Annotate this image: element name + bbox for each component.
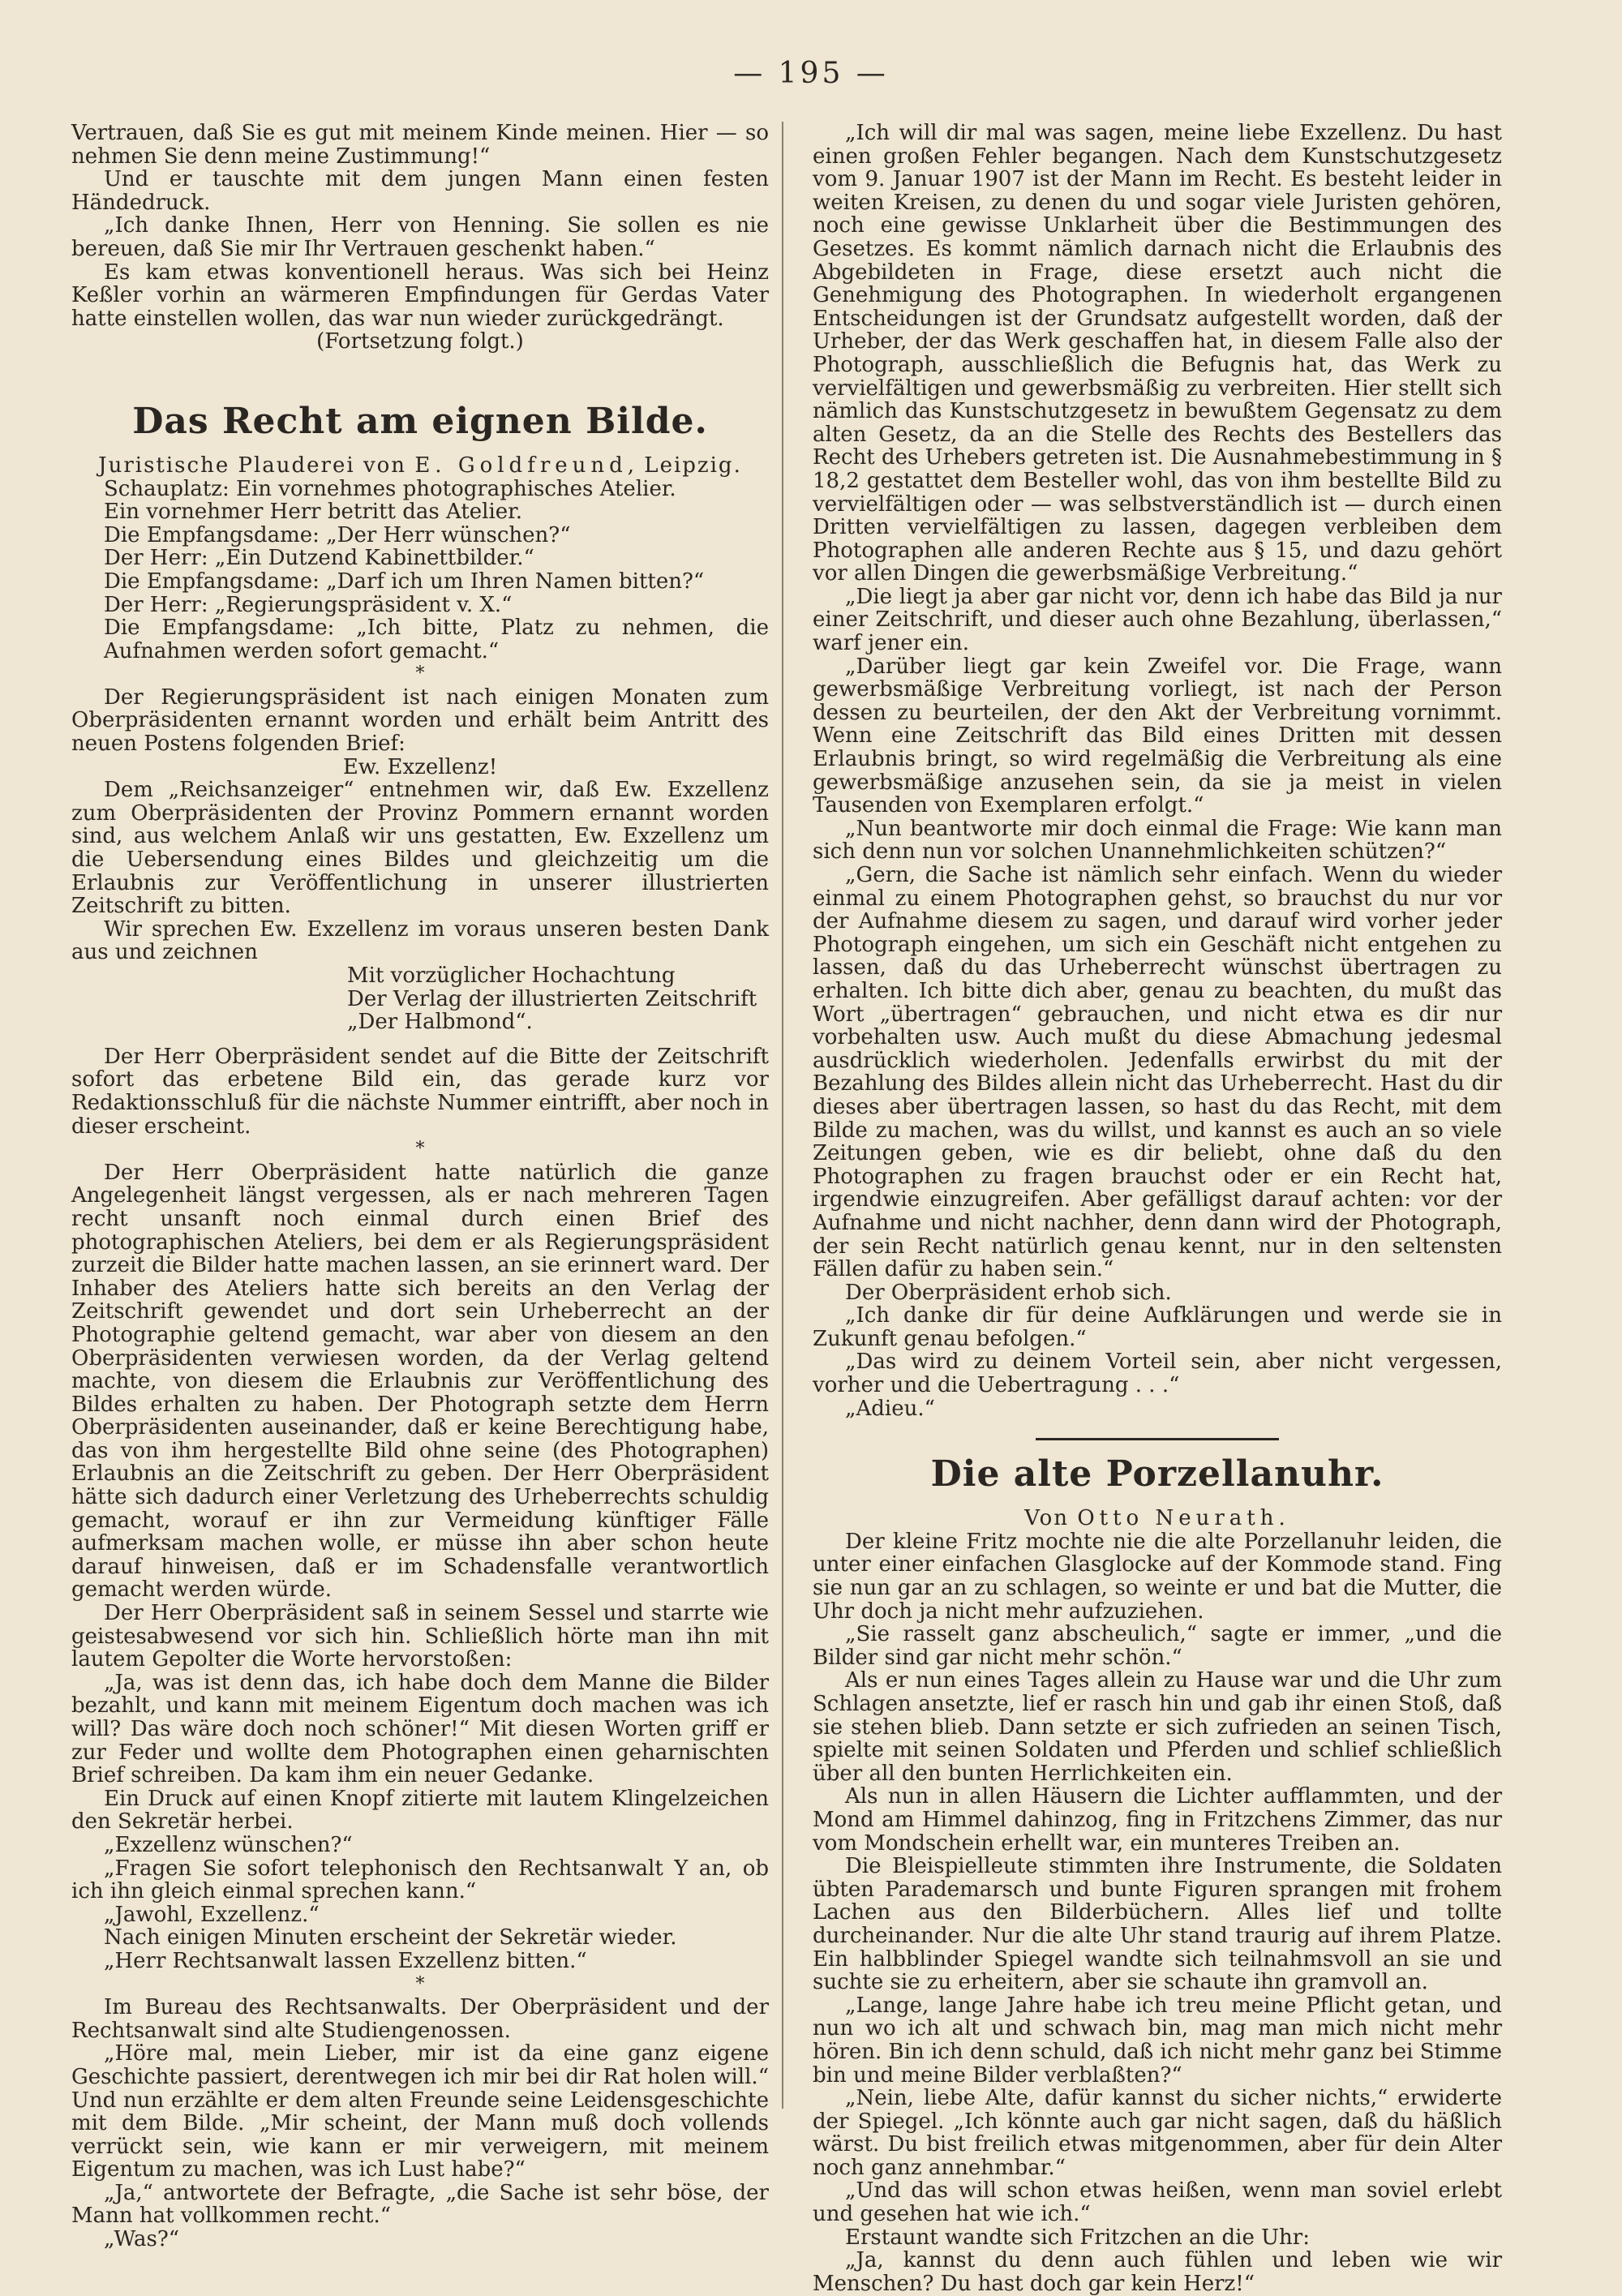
article-paragraph: „Nun beantworte mir doch einmal die Frage: Wie kann man sich denn nun vor solchen Unannehmlichkeiten schützen?“ [813, 816, 1502, 865]
article-paragraph: Der Herr Oberpräsident saß in seinem Sessel und starrte wie geistesabwesend vor sich hin. Schließlich hörte man ihn mit lautem Gepolter die Worte hervorstoßen: [71, 1601, 769, 1672]
article-paragraph: „Ja,“ antwortete der Befragte, „die Sache ist sehr böse, der Mann hat vollkommen recht.“ [71, 2180, 769, 2229]
article-paragraph: „Gern, die Sache ist nämlich sehr einfach. Wenn du wieder einmal zu einem Photographen gehst, so brauchst du nur vor der Aufnahme diesem zu sagen, und darauf wird vorher jeder Photograph eingehen, um sich ein Geschäft nicht entgehen zu lassen, daß du das Urheberrecht wünschst übertragen zu erhalten. Ich bitte dich aber, genau zu beachten, du mußt das Wort „übertragen“ gebrauchen, und nicht etwa es dir nur vorbehalten usw. Auch mußt du diese Abmachung jedesmal ausdrücklich wiederholen. Jedenfalls erwirbst du mit der Bezahlung des Bildes allein nicht das Urheberrecht. Hast du dir dieses aber übertragen lassen, so hast du das Recht, mit dem Bilde zu machen, was du willst, und kannst es auch an so viele Zeitungen geben, wie es dir beliebt, ohne daß du den Photographen zu fragen brauchst oder er ein Recht hat, irgendwie einzugreifen. Aber gefälligst darauf achten: vor der Aufnahme und nicht nachher, denn dann wird der Photograph, der sein Recht natürlich genau kennt, nur in den seltensten Fällen dafür zu haben sein.“ [813, 863, 1502, 1282]
story-continuation-paragraph: Und er tauschte mit dem jungen Mann einen festen Händedruck. [71, 167, 769, 215]
letter-paragraph: Wir sprechen Ew. Exzellenz im voraus unseren besten Dank aus und zeichnen [71, 916, 769, 965]
article-paragraph: „Was?“ [104, 2227, 180, 2252]
article-paragraph: „Das wird zu deinem Vorteil sein, aber nicht vergessen, vorher und die Uebertragung . . .“ [813, 1350, 1502, 1398]
article-paragraph: „Höre mal, mein Lieber, mir ist da eine ganz eigene Geschichte passiert, derentwegen ich mir bei dir Rat holen will.“ Und nun erzählte er dem alten Freunde seine Leidensgeschichte mit dem Bilde. „Mir scheint, der Mann muß doch vollends verrückt sein, wie kann er mir verweigern, mit meinem Eigentum zu machen, was ich Lust habe?“ [71, 2041, 769, 2182]
letter-closing: Der Verlag der illustrierten Zeitschrift [347, 986, 757, 1011]
scene-line: Der Herr: „Ein Dutzend Kabinettbilder.“ [104, 546, 534, 571]
byline-suffix: , Leipzig. [627, 453, 742, 478]
story-paragraph: Erstaunt wandte sich Fritzchen an die Uhr: [845, 2225, 1310, 2250]
right-column [813, 122, 1502, 2295]
scene-line: Schauplatz: Ein vornehmes photographisches Atelier. [104, 476, 676, 501]
story-paragraph: „Sie rasselt ganz abscheulich,“ sagte er immer, „und die Bilder sind gar nicht mehr schön.“ [813, 1622, 1502, 1670]
story-paragraph: „Und das will schon etwas heißen, wenn man soviel erlebt und gesehen hat wie ich.“ [813, 2178, 1502, 2227]
byline-prefix: Juristische Plauderei von [98, 453, 407, 478]
article-paragraph: Der Herr Oberpräsident sendet auf die Bitte der Zeitschrift sofort das erbetene Bild ein, das gerade kurz vor Redaktionsschluß für die nächste Nummer eintrifft, aber noch in dieser erscheint. [71, 1044, 769, 1139]
scene-line: Die Empfangsdame: „Ich bitte, Platz zu nehmen, die Aufnahmen werden sofort gemacht.“ [104, 616, 769, 663]
story-paragraph: Die Bleispielleute stimmten ihre Instrumente, die Soldaten übten Parademarsch und bunte Figuren sprangen mit frohem Lachen aus den Bilderbüchern. Alles lief und tollte durcheinander. Nur die alte Uhr stand traurig auf ihrem Platze. Ein halbblinder Spiegel wandte sich teilnahmsvoll an sie und suchte sie zu erheitern, aber sie schaute ihn gramvoll an. [813, 1854, 1502, 1995]
story-paragraph: „Nein, liebe Alte, dafür kannst du sicher nichts,“ erwiderte der Spiegel. „Ich könnte auch gar nicht sagen, daß du häßlich wärst. Du bist freilich etwas mitgenommen, aber für dein Alter noch ganz annehmbar.“ [813, 2086, 1502, 2180]
article-paragraph: „Ich will dir mal was sagen, meine liebe Exzellenz. Du hast einen großen Fehler begangen. Nach dem Kunstschutzgesetz vom 9. Januar 1907 ist der Mann im Recht. Es besteht leider in weiten Kreisen, zu denen du und sogar viele Juristen gehören, noch eine gewisse Unklarheit über die Bestimmungen des Gesetzes. Es kommt nämlich darnach nicht die Erlaubnis des Abgebildeten in Frage, diese ersetzt auch nicht die Genehmigung des Photographen. In wiederholt ergangenen Entscheidungen ist der Grundsatz aufgestellt worden, daß der Urheber, der das Werk geschaffen hat, in diesem Falle also der Photograph, ausschließlich die Befugnis hat, das Werk zu vervielfältigen und gewerbsmäßig zu verbreiten. Hier stellt sich nämlich das Kunstschutzgesetz in bewußtem Gegensatz zu dem alten Gesetz, da an die Stelle des Rechts des Bestellers das Recht des Urhebers getreten ist. Die Ausnahmebestimmung in § 18,2 gestattet dem Besteller wohl, das von ihm bestellte Bild zu vervielfältigen oder — was selbstverständlich ist — durch einen Dritten vervielfältigen zu lassen, dagegen verbleiben dem Photographen alle anderen Rechte aus § 15, und dazu gehört vor allen Dingen die gewerbsmäßige Verbreitung.“ [813, 121, 1502, 586]
article-paragraph: „Fragen Sie sofort telephonisch den Rechtsanwalt Y an, ob ich ihn gleich einmal sprechen kann.“ [71, 1856, 769, 1904]
story-paragraph: Als nun in allen Häusern die Lichter aufflammten, und der Mond am Himmel dahinzog, fing in Fritzchens Zimmer, das nur vom Mondschein erhellt war, ein munteres Treiben an. [813, 1784, 1502, 1856]
page-number: — 195 — [733, 57, 889, 90]
story-paragraph: Als er nun eines Tages allein zu Hause war und die Uhr zum Schlagen ansetzte, lief er rasch hin und gab ihr einen Stoß, daß sie stehen blieb. Dann setzte er sich zufrieden an seinen Tisch, spielte mit seinen Soldaten und Pferden und schlief schließlich über all den bunten Herrlichkeiten ein. [813, 1668, 1502, 1786]
article-paragraph: „Darüber liegt gar kein Zweifel vor. Die Frage, wann gewerbsmäßige Verbreitung vorliegt, ist nach der Person dessen zu beurteilen, der den Akt der Verbreitung vornimmt. Wenn eine Zeitschrift das Bild eines Dritten mit dessen Erlaubnis bringt, so wird regelmäßig die Verbreitung als eine gewerbsmäßige anzusehen sein, da sie ja meist in vielen Tausenden von Exemplaren erfolgt.“ [813, 654, 1502, 818]
story-continuation-paragraph: Es kam etwas konventionell heraus. Was sich bei Heinz Keßler vorhin an wärmeren Empfindungen für Gerdas Vater hatte einstellen wollen, das war nun wieder zurückgedrängt. [71, 260, 769, 331]
article-paragraph: Der Oberpräsident erhob sich. [845, 1280, 1172, 1305]
article-paragraph: „Ja, was ist denn das, ich habe doch dem Manne die Bilder bezahlt, und kann mit meinem Eigentum doch machen was ich will? Das wäre doch noch schöner!“ Mit diesen Worten griff er zur Feder und wollte dem Photographen einen geharnischten Brief schreiben. Da kam ihm ein neuer Gedanke. [71, 1670, 769, 1788]
scene-line: Die Empfangsdame: „Der Herr wünschen?“ [104, 522, 571, 547]
column-divider [782, 122, 783, 2109]
byline-author: Otto Neurath. [1077, 1506, 1290, 1531]
section-separator: * [415, 1139, 425, 1160]
letter-closing: Mit vorzüglicher Hochachtung [347, 963, 676, 988]
letter-salutation: Ew. Exzellenz! [342, 754, 498, 779]
article-paragraph: „Herr Rechtsanwalt lassen Exzellenz bitten.“ [104, 1948, 587, 1973]
left-column [71, 122, 769, 2251]
article-byline [813, 1507, 1502, 1530]
scene-line: Die Empfangsdame: „Darf ich um Ihren Namen bitten?“ [104, 569, 705, 594]
scene-line: Ein vornehmer Herr betritt das Atelier. [104, 500, 523, 525]
article-title: Das Recht am eignen Bilde. [132, 400, 708, 442]
section-separator: * [415, 1973, 425, 1994]
letter-paragraph: Dem „Reichsanzeiger“ entnehmen wir, daß Ew. Exzellenz zum Oberpräsidenten der Provinz Pommern ernannt worden sind, aus welchem Anlaß wir uns gestatten, Ew. Exzellenz um die Uebersendung eines Bildes und gleichzeitig um die Erlaubnis zur Veröffentlichung in unserer illustrierten Zeitschrift zu bitten. [71, 778, 769, 919]
byline-author: E. Goldfreund [414, 453, 628, 478]
article-paragraph: Der Herr Oberpräsident hatte natürlich die ganze Angelegenheit längst vergessen, als er nach mehreren Tagen recht unsanft noch einmal durch einen Brief des photographischen Ateliers, bei dem er als Regierungspräsident zurzeit die Bilder hatte machen lassen, an sie erinnert ward. Der Inhaber des Ateliers hatte sich bereits an den Verlag der Zeitschrift gewendet und dort sein Urheberrecht an der Photographie geltend gemacht, war aber von diesem an den Oberpräsidenten verwiesen worden, da der Verlag geltend machte, von diesem die Erlaubnis zur Veröffentlichung des Bildes erhalten zu haben. Der Photograph setzte dem Herrn Oberpräsidenten auseinander, daß er keine Berechtigung habe, das von ihm hergestellte Bild ohne seine (des Photographen) Erlaubnis an die Zeitschrift zu geben. Der Herr Oberpräsident hätte sich dadurch einer Verletzung des Urheberrechts schuldig gemacht, worauf er ihn zur Vermeidung künftiger Fälle aufmerksam machen wolle, er müsse ihn aber schon heute darauf hinweisen, daß er im Schadensfalle verantwortlich gemacht werden würde. [71, 1160, 769, 1603]
article-paragraph: „Adieu.“ [845, 1396, 935, 1421]
article-byline [71, 454, 769, 478]
article-paragraph: Der Regierungspräsident ist nach einigen Monaten zum Oberpräsidenten ernannt worden und erhält beim Antritt des neuen Postens folgenden Brief: [71, 685, 769, 757]
article-paragraph: Ein Druck auf einen Knopf zitierte mit lautem Klingelzeichen den Sekretär herbei. [71, 1786, 769, 1835]
article-title: Die alte Porzellanuhr. [930, 1453, 1384, 1496]
article-paragraph: „Ich danke dir für deine Aufklärungen und werde sie in Zukunft genau befolgen.“ [813, 1303, 1502, 1351]
byline-prefix: Von [1024, 1506, 1070, 1531]
story-paragraph: Der kleine Fritz mochte nie die alte Porzellanuhr leiden, die unter einer einfachen Glasglocke auf der Kommode stand. Fing sie nun gar an zu schlagen, so weinte er und bat die Mutter, die Uhr doch ja nicht mehr aufzuziehen. [813, 1529, 1502, 1624]
letter-closing: „Der Halbmond“. [347, 1010, 533, 1035]
article-paragraph: „Jawohl, Exzellenz.“ [104, 1902, 320, 1927]
article-divider [1036, 1438, 1279, 1440]
article-paragraph: „Exzellenz wünschen?“ [104, 1832, 353, 1857]
article-paragraph: Im Bureau des Rechtsanwalts. Der Oberpräsident und der Rechtsanwalt sind alte Studiengenossen. [71, 1995, 769, 2043]
article-paragraph: Nach einigen Minuten erscheint der Sekretär wieder. [104, 1925, 677, 1951]
story-paragraph: „Lange, lange Jahre habe ich treu meine Pflicht getan, und nun wo ich alt und schwach bin, mag man mich nicht mehr hören. Bin ich denn schuld, daß ich nicht mehr ganz bei Stimme bin und meine Bilder verblaßten?“ [813, 1993, 1502, 2088]
story-paragraph: „Ja, kannst du denn auch fühlen und leben wie wir Menschen? Du hast doch gar kein Herz!“ [813, 2248, 1502, 2296]
story-continuation-paragraph: „Ich danke Ihnen, Herr von Henning. Sie sollen es nie bereuen, daß Sie mir Ihr Vertrauen geschenkt haben.“ [71, 213, 769, 261]
section-separator: * [415, 663, 425, 685]
story-continuation-paragraph: Vertrauen, daß Sie es gut mit meinem Kinde meinen. Hier — so nehmen Sie denn meine Zustimmung!“ [71, 121, 769, 169]
article-paragraph: „Die liegt ja aber gar nicht vor, denn ich habe das Bild ja nur einer Zeitschrift, und dieser auch ohne Bezahlung, überlassen,“ warf jener ein. [813, 584, 1502, 656]
to-be-continued-note: (Fortsetzung folgt.) [316, 329, 524, 354]
scene-line: Der Herr: „Regierungspräsident v. X.“ [104, 592, 513, 617]
